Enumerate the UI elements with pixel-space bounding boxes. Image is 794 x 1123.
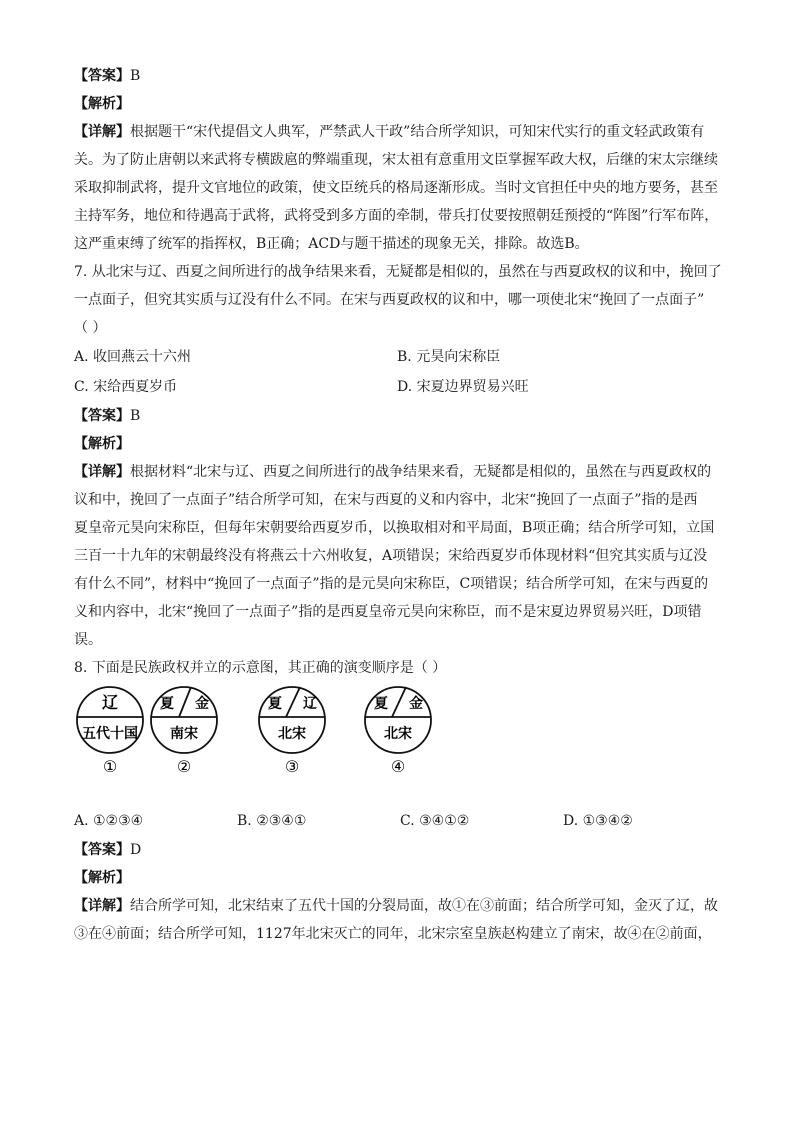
diagram-3-left: 夏 [268,696,282,712]
q7-option-a: A. 收回燕云十六州 [74,349,192,365]
diagram-3-num: ③ [284,757,300,776]
diagram-3-right: 辽 [303,696,317,712]
diagram-4 [365,687,431,776]
q7-option-c: C. 宋给西夏岁币 [74,379,178,395]
q7-answer: 【答案】B [74,408,141,424]
q8-detail: 【详解】结合所学可知，北宋结束了五代十国的分裂局面，故①在③前面；结合所学可知，金灭了辽，故 ③在④前面；结合所学可知，1127年北宋灭亡的同年，北宋宗室皇族赵构建立了南宋，故④在②前面， [74,898,718,942]
diagram-4-right: 金 [409,696,423,712]
diagram-4-bottom: 北宋 [384,726,412,742]
q6-analysis-tag: 【解析】 [74,96,130,112]
diagram-1-bottom: 五代十国 [82,726,138,742]
diagram-3-bottom: 北宋 [278,726,306,742]
q8-option-a: A. ①②③④ [74,813,144,829]
document-page [74,62,734,948]
q8-option-b: B. ②③④① [237,813,307,829]
q8-option-c: C. ③④①② [400,813,470,829]
q7-stem: 7. 从北宋与辽、西夏之间所进行的战争结果来看，无疑都是相似的，虽然在与西夏政权的议和中，挽回了 一点面子，但究其实质与辽没有什么不同。在宋与西夏政权的议和中，哪一项使北宋“挽回了一点面子” （ ） [74,264,722,336]
q8-options [74,806,734,836]
q8-answer: 【答案】D [74,842,142,858]
q7-option-d: D. 宋夏边界贸易兴旺 [397,379,529,395]
q8-analysis-tag: 【解析】 [74,870,130,886]
q7-options-row-2 [74,372,734,402]
regime-diagrams-svg [74,686,474,806]
diagram-2 [151,687,217,776]
diagram-2-left: 夏 [160,696,174,712]
diagram-4-num: ④ [390,757,406,776]
diagram-2-bottom: 南宋 [170,726,198,742]
diagram-2-right: 金 [195,696,209,712]
diagram-1 [77,687,143,776]
diagram-4-left: 夏 [374,696,388,712]
q8-option-d: D. ①③④② [563,813,633,829]
q7-detail: 【详解】根据材料“北宋与辽、西夏之间所进行的战争结果来看，无疑都是相似的，虽然在与西夏政权的 议和中，挽回了一点面子”结合所学可知，在宋与西夏的义和内容中，北宋“挽回了一点面子”指的是西 夏皇帝元昊向宋称臣，但每年宋朝要给西夏岁币，以换取相对和平局面，B项正确；结合所学可知，立国 三百一十九年的宋朝最终没有将燕云十六州收复，A项错误；宋给西夏岁币体现材料“但究其实质与辽没 有什么不同”，材料中“挽回了一点面子”指的是元昊向宋称臣，C项错误；结合所学可知，在宋与西夏的 义和内容中，北宋“挽回了一点面子”指的是西夏皇帝元昊向宋称臣，而不是宋夏边界贸易兴旺，D项错 误。 [74,464,715,648]
diagram-2-num: ② [176,757,192,776]
q6-answer: 【答案】B [74,68,141,84]
q7-analysis-tag: 【解析】 [74,436,130,452]
diagram-1-top: 辽 [101,693,119,712]
q8-diagrams [74,686,734,806]
q7-option-b: B. 元昊向宋称臣 [397,349,501,365]
q6-detail: 【详解】根据题干“宋代提倡文人典军，严禁武人干政”结合所学知识，可知宋代实行的重文轻武政策有 关。为了防止唐朝以来武将专横跋扈的弊端重现，宋太祖有意重用文臣掌握军政大权，后继的宋太宗继续 采取抑制武将，提升文官地位的政策，使文臣统兵的格局逐渐形成。当时文官担任中央的地方要务，甚至 主持军务，地位和待遇高于武将，武将受到多方面的牵制，带兵打仗要按照朝廷预授的“阵图”行军布阵， 这严重束缚了统军的指挥权，B正确；ACD与题干描述的现象无关，排除。故选B。 [74,124,719,252]
diagram-3 [259,687,325,776]
diagram-1-num: ① [102,757,118,776]
q8-stem: 8. 下面是民族政权并立的示意图，其正确的演变顺序是（ ） [74,660,447,676]
q7-options-row-1 [74,342,734,372]
